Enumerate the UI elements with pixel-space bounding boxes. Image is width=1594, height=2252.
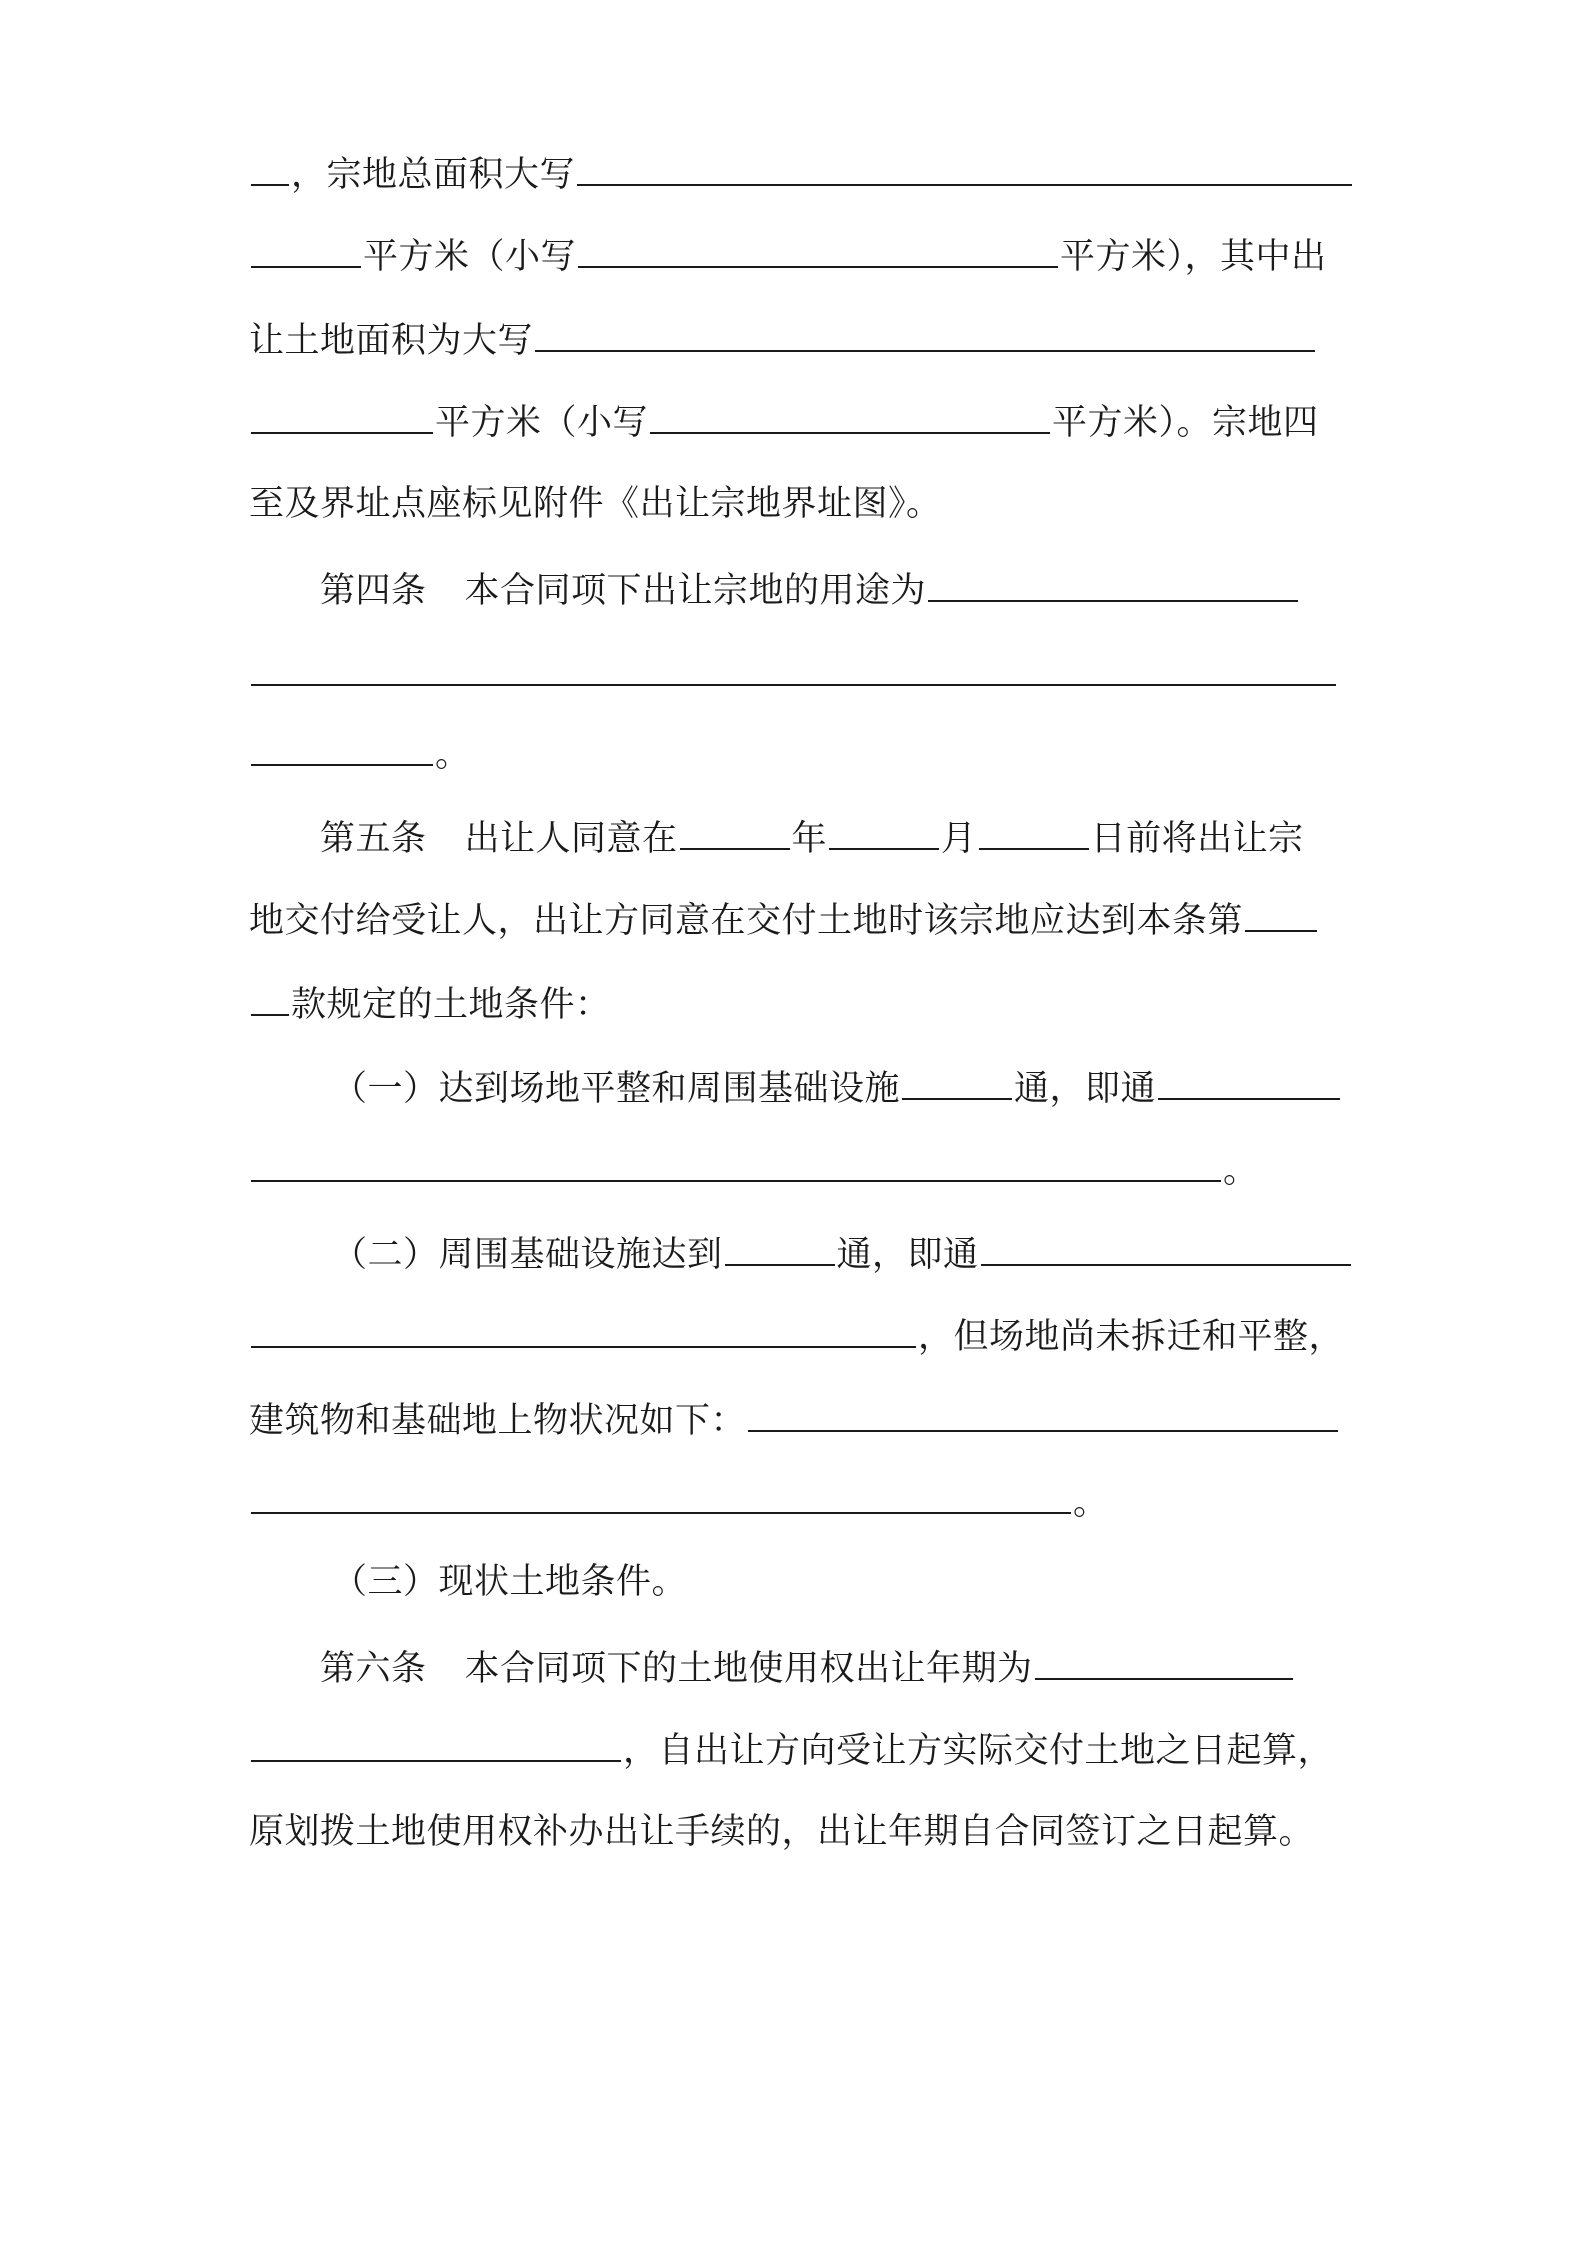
fill-in-blank[interactable] (725, 1230, 835, 1266)
text-segment: 平方米）。宗地四 (1052, 403, 1319, 443)
fill-in-blank[interactable] (928, 566, 1298, 602)
fill-in-blank[interactable] (251, 398, 433, 434)
fill-in-blank[interactable] (1158, 1064, 1340, 1100)
text-segment: 第四条 (320, 571, 427, 611)
text-line (249, 1312, 1359, 1359)
text-segment: （三）现状土地条件。 (332, 1562, 688, 1602)
text-segment: 地交付给受让人，出让方同意在交付土地时该宗地应达到本条第 (249, 901, 1244, 941)
text-segment: 通，即通 (1014, 1069, 1157, 1109)
text-line (249, 316, 1359, 363)
text-segment: 通，即通 (836, 1235, 979, 1275)
fill-in-blank[interactable] (577, 150, 1352, 186)
text-segment: 让土地面积为大写 (249, 321, 534, 361)
text-segment: 月 (941, 819, 977, 859)
fill-in-blank[interactable] (251, 1726, 621, 1762)
text-segment: 本合同项下的土地使用权出让年期为 (464, 1649, 1033, 1689)
text-line (249, 150, 1359, 197)
text-line (249, 896, 1359, 943)
fill-in-blank[interactable] (979, 814, 1089, 850)
text-line (249, 398, 1359, 445)
text-line (249, 1726, 1359, 1773)
text-segment: 年 (791, 819, 828, 859)
fill-in-blank[interactable] (902, 1064, 1012, 1100)
text-segment: 至及界址点座标见附件《出让宗地界址图》。 (249, 484, 942, 524)
text-segment: 第六条 (320, 1649, 427, 1689)
text-segment: （二）周围基础设施达到 (332, 1235, 723, 1275)
text-segment: 。 (1073, 1483, 1109, 1523)
text-segment: 平方米（小写 (363, 237, 577, 277)
text-line (249, 730, 1359, 777)
text-segment: 。 (435, 735, 471, 775)
text-segment: 原划拨土地使用权补办出让手续的，出让年期自合同签订之日起算。 (249, 1812, 1315, 1852)
text-segment: 出让人同意在 (464, 819, 678, 859)
text-line (249, 980, 1359, 1027)
text-line (249, 232, 1359, 279)
text-segment: 平方米），其中出 (1060, 237, 1327, 277)
fill-in-blank[interactable] (251, 650, 1336, 686)
fill-in-blank[interactable] (650, 398, 1050, 434)
text-segment: 日前将出让宗 (1090, 819, 1304, 859)
text-line (332, 1064, 1360, 1111)
fill-in-blank[interactable] (748, 1396, 1338, 1432)
fill-in-blank[interactable] (251, 980, 289, 1016)
text-line (249, 650, 1359, 697)
text-line (249, 1810, 1359, 1854)
text-line (249, 1146, 1359, 1193)
text-segment: 建筑物和基础地上物状况如下： (249, 1401, 747, 1441)
text-line (249, 1396, 1359, 1443)
fill-in-blank[interactable] (251, 730, 433, 766)
text-segment: 平方米（小写 (435, 403, 649, 443)
text-segment: ，宗地总面积大写 (291, 155, 576, 195)
text-segment: ，自出让方向受让方实际交付土地之日起算， (623, 1731, 1334, 1771)
fill-in-blank[interactable] (251, 1312, 916, 1348)
text-line (320, 1644, 1360, 1691)
text-segment: （一）达到场地平整和周围基础设施 (332, 1069, 901, 1109)
fill-in-blank[interactable] (535, 316, 1315, 352)
fill-in-blank[interactable] (251, 1478, 1071, 1514)
text-segment: 本合同项下出让宗地的用途为 (464, 571, 927, 611)
fill-in-blank[interactable] (1245, 896, 1317, 932)
fill-in-blank[interactable] (251, 150, 289, 186)
text-line (332, 1230, 1360, 1277)
fill-in-blank[interactable] (251, 1146, 1221, 1182)
text-segment: ，但场地尚未拆迁和平整， (918, 1317, 1345, 1357)
fill-in-blank[interactable] (981, 1230, 1351, 1266)
fill-in-blank[interactable] (578, 232, 1058, 268)
fill-in-blank[interactable] (251, 232, 361, 268)
text-line (249, 1478, 1359, 1525)
text-segment: 。 (1223, 1151, 1259, 1191)
text-line (332, 1560, 1360, 1604)
fill-in-blank[interactable] (829, 814, 939, 850)
text-segment: 第五条 (320, 819, 427, 859)
fill-in-blank[interactable] (1035, 1644, 1293, 1680)
fill-in-blank[interactable] (680, 814, 790, 850)
text-line (249, 482, 1359, 526)
text-line (320, 566, 1360, 613)
text-segment: 款规定的土地条件： (291, 985, 611, 1025)
text-line (320, 814, 1360, 861)
